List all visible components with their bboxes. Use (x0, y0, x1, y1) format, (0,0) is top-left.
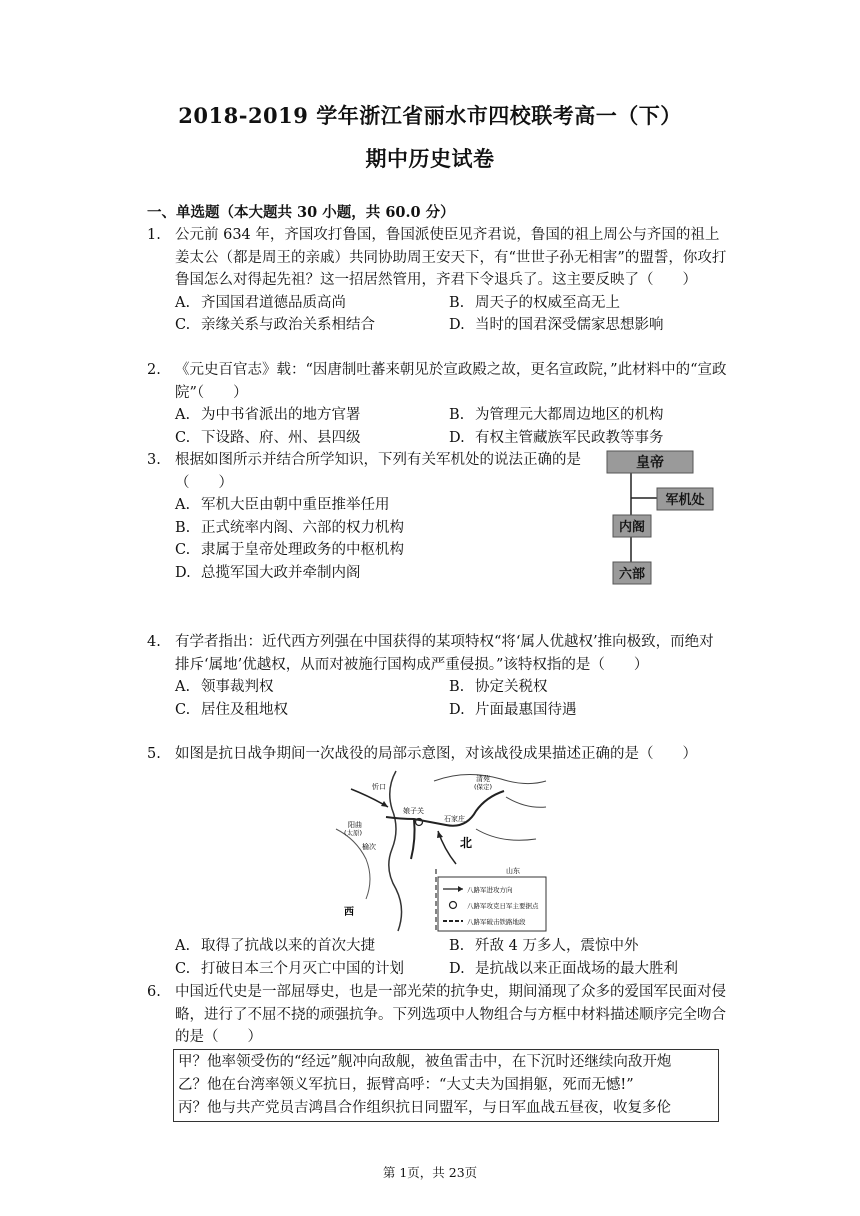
title-line-1: 2018-2019 学年浙江省丽水市四校联考高一（下） (178, 103, 682, 128)
options (175, 404, 727, 449)
section-heading: 一、单选题（本大题共 30 小题，共 60.0 分） (147, 204, 455, 221)
question-text: 如图是抗日战争期间一次战役的局部示意图，对该战役成果描述正确的是（ ） (175, 746, 697, 762)
battle-map (326, 769, 548, 933)
question-text: 根据如图所示并结合所学知识，下列有关军机处的说法正确的是（ ） (175, 452, 581, 491)
option-d[interactable]: D. 总揽军国大政并牵制内阁 (175, 564, 361, 581)
map-label-shijiazhuang: 石家庄 (444, 815, 465, 823)
question-5 (147, 743, 727, 766)
option-a[interactable]: A. 领事裁判权 (175, 679, 274, 696)
question-4 (147, 631, 727, 721)
map-label-west: 西 (344, 907, 354, 918)
question-number: 1. (147, 227, 161, 243)
question-text: 《元史百官志》载：“因唐制吐蕃来朝见於宣政殿之故，更名宣政院，”此材料中的“宣政院”（ ） (175, 362, 727, 401)
question-3 (147, 449, 587, 585)
option-c[interactable]: C. 下设路、府、州、县四级 (175, 429, 361, 446)
option-a[interactable]: A. 军机大臣由朝中重臣推举任用 (175, 497, 390, 514)
option-c[interactable]: C. 居住及租地权 (175, 701, 288, 718)
question-number: 5. (147, 746, 161, 762)
option-d[interactable]: D. 有权主管藏族军民政教等事务 (449, 429, 664, 446)
legend-captured-stronghold: 八路军攻克日军主要据点 (467, 902, 539, 910)
diagram-neige: 内阁 (618, 520, 646, 535)
option-d[interactable]: D. 是抗战以来正面战场的最大胜利 (449, 960, 678, 977)
map-label-xinkou: 忻口 (372, 783, 386, 791)
map-label-taiyuan: (太原) (344, 829, 363, 837)
question-number: 4. (147, 634, 161, 650)
option-c[interactable]: C. 亲缘关系与政治关系相结合 (175, 317, 375, 334)
question-text: 有学者指出：近代西方列强在中国获得的某项特权“将‘属人优越权’推向极致，而绝对排斥‘属地’优越权，从而对被施行国构成严重侵损。”该特权指的是（ ） (175, 634, 714, 673)
map-label-yangqu: 阳曲 (348, 821, 362, 829)
material-line-jia: 甲？他率领受伤的“经远”舰冲向敌舰，被鱼雷击中，在下沉时还继续向敌开炮 (178, 1053, 672, 1070)
diagram-emperor: 皇帝 (636, 455, 664, 471)
material-line-bing: 丙？他与共产党员吉鸿昌合作组织抗日同盟军，与日军血战五昼夜，收复多伦 (178, 1099, 671, 1116)
government-structure-diagram (605, 448, 715, 588)
option-c[interactable]: C. 隶属于皇帝处理政务的中枢机构 (175, 542, 404, 559)
material-line-yi: 乙？他在台湾率领义军抗日，振臂高呼：“大丈夫为国捐躯，死而无憾!” (178, 1076, 634, 1093)
option-b[interactable]: B. 周天子的权威至高无上 (449, 294, 620, 311)
option-b[interactable]: B. 协定关税权 (449, 679, 548, 696)
options (175, 935, 727, 980)
option-b[interactable]: B. 为管理元大都周边地区的机构 (449, 407, 664, 424)
option-a[interactable]: A. 取得了抗战以来的首次大捷 (175, 938, 375, 954)
options (175, 676, 727, 721)
question-text: 中国近代史是一部屈辱史，也是一部光荣的抗争史，期间涌现了众多的爱国军民面对侵略，进行了不屈不挠的顽强抗争。下列选项中人物组合与方框中材料描述顺序完全吻合的是（ ） (175, 984, 726, 1046)
question-1 (147, 224, 727, 337)
options (175, 292, 727, 337)
options (175, 494, 587, 584)
option-b[interactable]: B. 正式统率内阁、六部的权力机构 (175, 519, 404, 536)
legend-attack-direction: 八路军进攻方向 (467, 886, 513, 894)
map-label-shandong: 山东 (506, 867, 520, 875)
option-d[interactable]: D. 当时的国君深受儒家思想影响 (449, 317, 664, 334)
diagram-junjichu: 军机处 (665, 493, 705, 508)
map-label-north: 北 (460, 836, 473, 850)
title-line-2: 期中历史试卷 (365, 146, 495, 171)
legend-railway-sabotage: 八路军破击铁路地段 (467, 918, 526, 926)
map-label-yuci: 榆次 (362, 843, 376, 851)
option-a[interactable]: A. 为中书省派出的地方官署 (175, 407, 361, 424)
map-label-niangziguan: 娘子关 (403, 807, 424, 815)
question-5-options (147, 935, 727, 980)
question-2 (147, 359, 727, 449)
option-a[interactable]: A. 齐国国君道德品质高尚 (175, 294, 346, 311)
option-b[interactable]: B. 歼敌 4 万多人，震惊中外 (449, 938, 639, 954)
map-label-qingyuan: 清苑 (476, 775, 490, 783)
material-box (173, 1049, 719, 1122)
question-6 (147, 981, 727, 1122)
question-text: 公元前 634 年，齐国攻打鲁国，鲁国派使臣见齐君说，鲁国的祖上周公与齐国的祖上姜太公（都是周王的亲戚）共同协助周王安天下，有“世世子孙无相害”的盟誓，你攻打鲁国怎么对得起先祖？这一招居然管用，齐君下令退兵了。这主要反映了（ ） (175, 227, 727, 289)
option-d[interactable]: D. 片面最惠国待遇 (449, 701, 577, 718)
question-number: 6. (147, 984, 161, 1000)
diagram-liubu: 六部 (618, 567, 646, 582)
map-label-baoding: (保定) (474, 783, 493, 791)
page-footer: 第 1页，共 23页 (382, 1165, 478, 1180)
option-c[interactable]: C. 打破日本三个月灭亡中国的计划 (175, 960, 404, 977)
question-number: 3. (147, 452, 161, 468)
question-number: 2. (147, 362, 161, 378)
